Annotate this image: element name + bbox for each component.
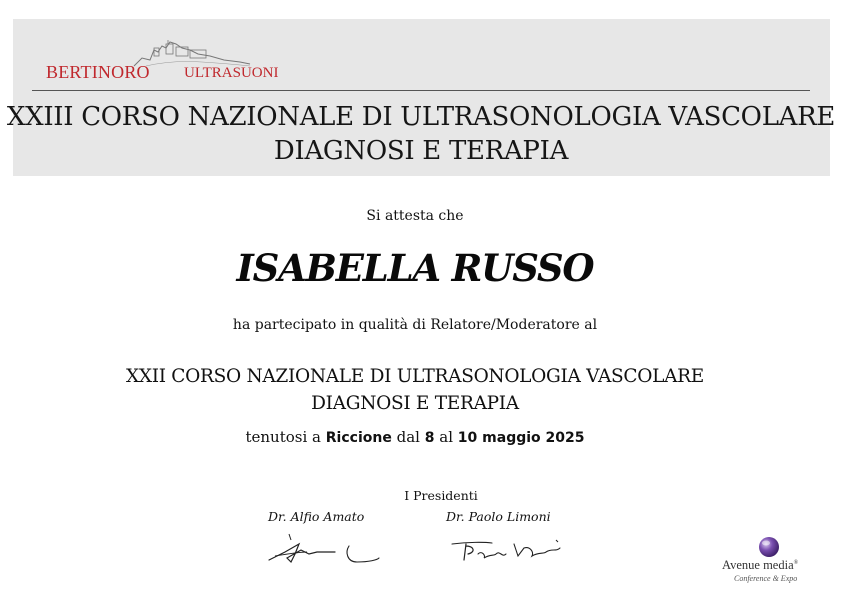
event-location-dates <box>0 428 830 446</box>
organizer-tagline: Conference & Expo <box>734 574 798 583</box>
end-date: 10 maggio 2025 <box>457 430 585 446</box>
header-title-line-1: XXIII CORSO NAZIONALE DI ULTRASONOLOGIA VASCOLARE <box>6 102 836 132</box>
participation-role-text: ha partecipato in qualità di Relatore/Moderatore al <box>232 317 598 333</box>
header-divider <box>32 90 810 91</box>
held-prefix: tenutosi a <box>245 428 321 446</box>
organizer-name <box>722 558 798 573</box>
signature-limoni <box>448 534 564 566</box>
header-title-line-2: DIAGNOSI E TERAPIA <box>273 136 569 166</box>
presidents-label: I Presidenti <box>404 488 478 503</box>
organizer-trademark: ® <box>793 559 799 566</box>
castle-skyline-icon <box>132 38 252 68</box>
purple-orb-icon <box>758 536 780 558</box>
course-title <box>0 363 830 417</box>
avenue-media-logo <box>716 536 826 586</box>
from-word: dal <box>396 428 420 446</box>
recipient-name: ISABELLA RUSSO <box>236 246 594 290</box>
event-city: Riccione <box>325 430 392 446</box>
logo-subtitle: ULTRASUONI <box>184 65 279 81</box>
bertinoro-logo <box>44 38 294 84</box>
president-name-1: Dr. Alfio Amato <box>268 509 365 524</box>
start-day: 8 <box>424 430 435 446</box>
organizer-name-text: Avenue media <box>722 558 794 572</box>
signature-amato <box>265 530 385 568</box>
to-word: al <box>439 428 454 446</box>
course-title-line-2: DIAGNOSI E TERAPIA <box>311 393 519 414</box>
header-title <box>0 100 842 168</box>
course-title-line-1: XXII CORSO NAZIONALE DI ULTRASONOLOGIA VASCOLARE <box>125 366 705 387</box>
logo-name: BERTINORO <box>46 62 150 82</box>
president-name-2: Dr. Paolo Limoni <box>446 509 551 524</box>
attestation-intro: Si attesta che <box>366 208 464 224</box>
